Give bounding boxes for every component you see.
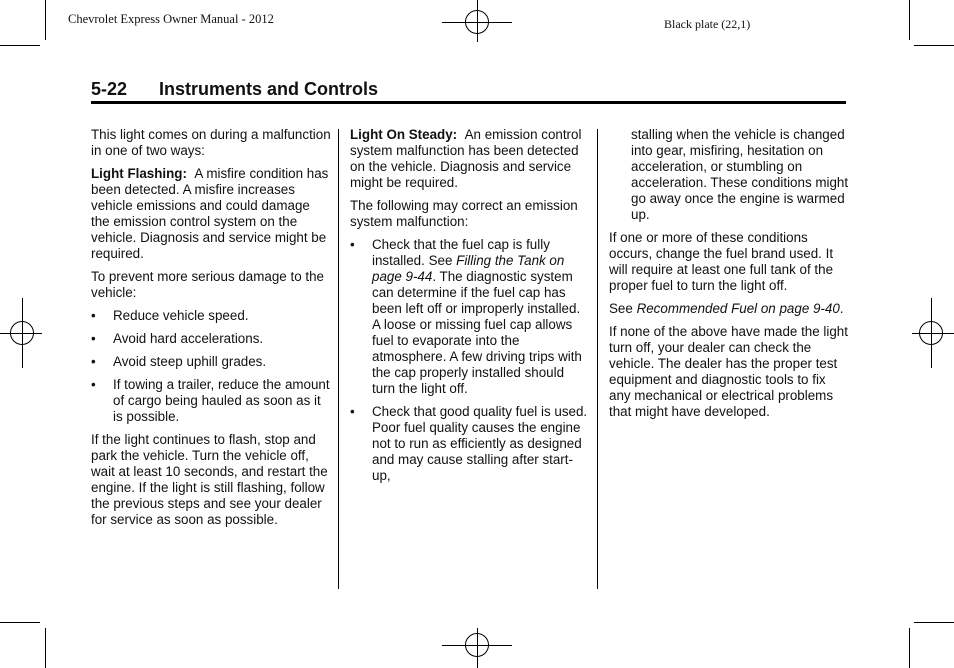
list-item-text: Check that good quality fuel is used. Poor fuel quality causes the engine not to run as efficiently as designed and may cause stalling after start-up, [372,404,588,483]
section-title: Instruments and Controls [159,79,379,99]
bullet-icon: • [91,377,96,392]
list-item-text: Check that the fuel cap is fully installed. See [372,237,550,268]
light-flashing-label: Light Flashing: [91,166,187,181]
light-on-steady-paragraph [350,127,588,191]
list-item-text: . The diagnostic system can determine if the fuel cap has been left off or improperly installed. A loose or missing fuel cap allows fuel to evaporate into the atmosphere. A few driving trips with the cap properly installed should turn the light off. [372,269,582,396]
see-prefix: See [609,301,633,316]
crop-mark [0,45,40,46]
plate-label: Black plate (22,1) [664,17,751,31]
section-heading [91,79,846,100]
column-2 [350,127,588,491]
see-paragraph [609,301,849,317]
bullet-icon: • [91,331,96,346]
column-divider [338,129,339,589]
crop-mark [909,0,910,40]
list-item [91,354,331,370]
list-item [350,404,588,484]
section-number: 5-22 [91,79,128,99]
intro-paragraph: This light comes on during a malfunction in one of two ways: [91,127,331,158]
light-on-steady-label: Light On Steady: [350,127,458,142]
manual-title: Chevrolet Express Owner Manual - 2012 [68,12,274,26]
list-item [91,331,331,347]
list-item-text: Reduce vehicle speed. [113,308,249,323]
light-on-steady-text: An emission control system malfunction has been detected on the vehicle. Diagnosis and service might be required. [350,127,582,190]
crop-mark [45,0,46,40]
column-1 [91,127,331,535]
light-flashing-paragraph [91,166,331,262]
recommended-fuel-link[interactable]: Recommended Fuel on page 9-40 [636,301,840,316]
list-item-text: Avoid steep uphill grades. [113,354,267,369]
column-3 [609,127,849,427]
crop-mark [914,622,954,623]
bullet-icon: • [350,237,355,252]
crop-mark [0,622,40,623]
list-item [91,308,331,324]
list-item-text: Avoid hard accelerations. [113,331,264,346]
following-paragraph: The following may correct an emission system malfunction: [350,198,578,229]
crop-mark [909,628,910,668]
crop-mark [914,45,954,46]
continues-paragraph: If the light continues to flash, stop and park the vehicle. Turn the vehicle off, wait at least 10 seconds, and restart the engine. If the light is still flashing, follow the previous steps and see your dealer for service as soon as possible. [91,432,328,527]
list-item [350,237,588,397]
bullet-icon: • [350,404,355,419]
bullet-icon: • [91,308,96,323]
column-divider [597,129,598,589]
bullet-icon: • [91,354,96,369]
list-item [91,377,331,425]
prevent-paragraph: To prevent more serious damage to the vehicle: [91,269,324,300]
list-item-continuation: stalling when the vehicle is changed into gear, misfiring, hesitation on acceleration, or stumbling on acceleration. These conditions might go away once the engine is warmed up. [631,127,849,222]
crop-mark [45,628,46,668]
light-flashing-text: A misfire condition has been detected. A misfire increases vehicle emissions and could damage the emission control system on the vehicle. Diagnosis and service might be required. [91,166,329,261]
heading-rule [91,101,846,104]
conditions-paragraph: If one or more of these conditions occurs, change the fuel brand used. It will require at least one full tank of the proper fuel to turn the light off. [609,230,834,293]
list-item-text: If towing a trailer, reduce the amount of cargo being hauled as soon as it is possible. [113,377,330,424]
filling-the-tank-link[interactable]: Filling the Tank on page 9-44 [372,253,565,284]
none-paragraph: If none of the above have made the light turn off, your dealer can check the vehicle. The dealer has the proper test equipment and diagnostic tools to fix any mechanical or electrical problems that might have developed. [609,324,848,419]
see-suffix: . [839,301,844,316]
